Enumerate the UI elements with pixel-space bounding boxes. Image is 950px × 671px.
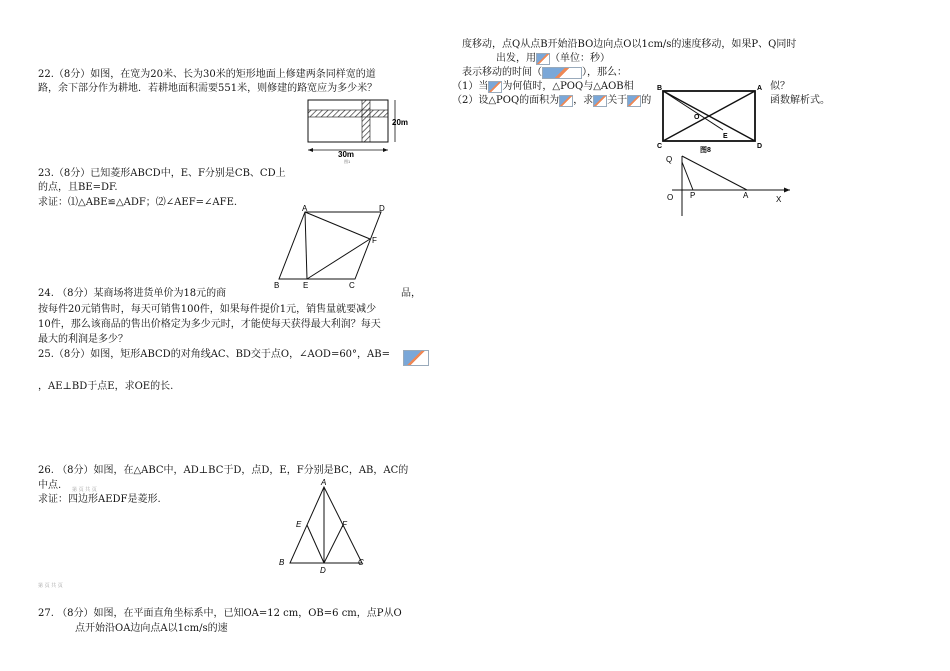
q27-line4a: 出发，用	[496, 53, 536, 64]
q27-axes-label-O: O	[667, 193, 674, 202]
q26-label-F: F	[342, 520, 347, 529]
q27-line2: 点开始沿OA边向点A以1cm/s的速	[75, 623, 228, 634]
q27-line7	[452, 94, 651, 107]
q22-caption: 图1	[344, 159, 351, 164]
q27-line5a: 表示移动的时间（	[462, 67, 542, 78]
q27-line6c: 似？	[770, 81, 790, 92]
q27-line7a: （2）设△POQ的面积为	[452, 95, 560, 106]
q24-line3: 10件，那么该商品的售出价格定为多少元时，才能使每天获得最大利润？每天	[38, 319, 381, 330]
t-variable-image	[488, 81, 502, 93]
q27-line6	[452, 80, 634, 93]
q24-line1b: 品，	[401, 288, 421, 299]
q27-rect-figure	[657, 82, 767, 154]
t-range-image	[542, 67, 582, 79]
q26-faint-mark: 第 页 共 页	[72, 487, 97, 493]
q22-line2: 路，余下部分作为耕地．若耕地面积需要551米，则修建的路宽应为多少米？	[38, 83, 378, 94]
q27-axes-label-Q: Q	[666, 155, 673, 164]
q25-line1: 25.（8分）如图，矩形ABCD的对角线AC、BD交于点O，∠AOD=60°，AB=	[38, 349, 390, 360]
q23-label-F: F	[372, 236, 377, 245]
q26-label-A: A	[321, 478, 327, 487]
q27-rect-label-O: O	[694, 114, 700, 121]
s-variable-image	[593, 95, 607, 107]
q26-label-B: B	[279, 558, 285, 567]
q27-line7b: ，求	[573, 95, 594, 106]
q27-line7e: 函数解析式。	[770, 95, 830, 106]
q23-label-D: D	[379, 204, 385, 213]
q26-line2: 中点.	[38, 480, 62, 491]
q22-label-20m: 20m	[392, 118, 409, 127]
q23-label-C: C	[349, 281, 355, 290]
q26-label-D: D	[320, 566, 326, 575]
q22-field-rect	[308, 100, 388, 142]
t-variable-image	[627, 95, 641, 107]
q26-figure	[276, 475, 376, 575]
q22-label-30m: 30m	[338, 150, 355, 159]
q23-label-B: B	[274, 281, 280, 290]
q22-road-horizontal	[308, 110, 388, 117]
q25-line2: ，AE⊥BD于点E，求OE的长.	[38, 381, 174, 392]
q27-rect-label-B: B	[657, 85, 663, 92]
q27-rect-caption: 图8	[700, 147, 711, 154]
q27-axes-label-X: X	[776, 195, 782, 204]
page-footer-faint: 第 页 共 页	[38, 583, 63, 589]
q27-line6a: （1）当	[452, 81, 489, 92]
q27-line3: 度移动，点Q从点B开始沿BO边向点O以1cm/s的速度移动，如果P、Q同时	[462, 39, 797, 50]
q27-axes-label-A: A	[743, 191, 749, 200]
q24-line4: 最大的利润是多少？	[38, 334, 128, 345]
t-variable-image	[536, 53, 550, 65]
q27-axes-label-P: P	[690, 191, 696, 200]
q27-line5	[462, 66, 627, 79]
q23-label-E: E	[303, 281, 309, 290]
q23-line2: 的点，且BE=DF.	[38, 182, 118, 193]
q27-rect-label-D: D	[757, 143, 763, 150]
q26-line3: 求证：四边形AEDF是菱形.	[38, 494, 161, 505]
q22-road-vertical	[362, 100, 370, 142]
q26-label-C: C	[358, 558, 364, 567]
q23-label-A: A	[302, 204, 308, 213]
s-variable-image	[559, 95, 573, 107]
q27-line7c: 关于	[607, 95, 628, 106]
q22-figure	[300, 98, 409, 164]
q26-label-E: E	[296, 520, 302, 529]
q24-line2: 按每件20元销售时，每天可销售100件，如果每件提价1元，销售量就要减少	[38, 304, 377, 315]
q26-line1: 26. （8分）如图，在△ABC中，AD⊥BC于D，点D，E，F分别是BC，AB，AC的	[38, 465, 409, 476]
q27-line4	[496, 52, 610, 65]
q27-axes-figure	[662, 150, 797, 220]
q27-line7d: 的	[641, 95, 652, 106]
q24-line1a: 24. （8分）某商场将进货单价为18元的商	[38, 288, 227, 299]
q23-line1: 23.（8分）已知菱形ABCD中，E、F分别是CB、CD上	[38, 168, 286, 179]
q27-line1: 27. （8分）如图，在平面直角坐标系中，已知OA=12 cm，OB=6 cm，点P从O	[38, 608, 402, 619]
q27-line4b: （单位：秒）	[550, 53, 610, 64]
q27-line5b: ），那么：	[582, 67, 627, 78]
q27-rect-label-C: C	[657, 143, 663, 150]
q22-line1: 22.（8分）如图，在宽为20米、长为30米的矩形地面上修建两条同样宽的道	[38, 69, 376, 80]
q27-rect-label-A: A	[757, 85, 763, 92]
q23-figure	[273, 204, 393, 290]
q27-rect-label-E: E	[723, 133, 728, 140]
q25-embedded-formula-image	[403, 350, 429, 366]
q27-line6b: 为何值时，△POQ与△AOB相	[502, 81, 634, 92]
q23-line3: 求证：⑴△ABE≌△ADF；⑵∠AEF=∠AFE.	[38, 197, 238, 208]
